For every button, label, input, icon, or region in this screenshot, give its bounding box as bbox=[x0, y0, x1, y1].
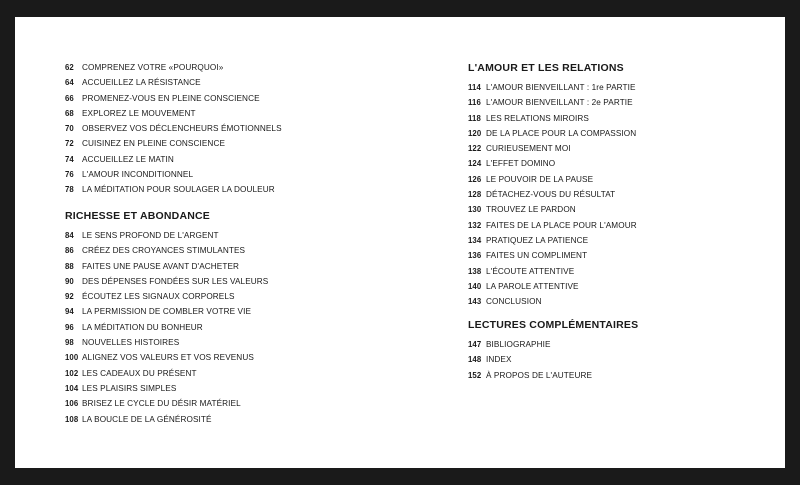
toc-entry bbox=[65, 304, 268, 319]
toc-entry-title: LE POUVOIR DE LA PAUSE bbox=[486, 174, 594, 184]
toc-entry-title: INDEX bbox=[486, 355, 512, 365]
toc-entry-title: LA BOUCLE DE LA GÉNÉROSITÉ bbox=[82, 414, 212, 424]
toc-entry-title: PRATIQUEZ LA PATIENCE bbox=[486, 235, 589, 245]
toc-entry bbox=[468, 95, 637, 110]
toc-entry bbox=[468, 111, 637, 126]
toc-page-number: 120 bbox=[468, 128, 482, 138]
toc-entry-title: ACCUEILLEZ LE MATIN bbox=[82, 154, 174, 164]
toc-entry bbox=[65, 289, 268, 304]
toc-entry bbox=[65, 396, 268, 411]
toc-entry bbox=[468, 337, 638, 352]
toc-page-number: 76 bbox=[65, 170, 74, 180]
toc-entry bbox=[468, 126, 637, 141]
toc-entry bbox=[468, 141, 637, 156]
toc-entry-title: L'AMOUR BIENVEILLANT : 2e PARTIE bbox=[486, 98, 633, 108]
toc-entry bbox=[65, 106, 282, 121]
toc-entry-title: L'EFFET DOMINO bbox=[486, 159, 556, 169]
toc-entry-title: COMPRENEZ VOTRE «POURQUOI» bbox=[82, 63, 224, 72]
toc-entry bbox=[468, 248, 637, 263]
toc-page-number: 106 bbox=[65, 399, 79, 409]
toc-page-number: 74 bbox=[65, 154, 74, 164]
toc-entry-title: ÉCOUTEZ LES SIGNAUX CORPORELS bbox=[82, 292, 235, 302]
toc-page-number: 90 bbox=[65, 276, 74, 286]
toc-entries bbox=[468, 80, 637, 309]
toc-page-number: 128 bbox=[468, 190, 482, 200]
toc-entry bbox=[65, 60, 282, 75]
toc-entry-title: L'AMOUR INCONDITIONNEL bbox=[82, 170, 194, 180]
toc-entry bbox=[468, 368, 638, 383]
toc-entry bbox=[468, 264, 637, 279]
toc-entry-title: LES RELATIONS MIROIRS bbox=[486, 113, 589, 123]
toc-page-number: 64 bbox=[65, 78, 74, 88]
toc-page-number: 148 bbox=[468, 355, 482, 365]
toc-entry-title: LA MÉDITATION POUR SOULAGER LA DOULEUR bbox=[82, 185, 275, 195]
toc-page-number: 143 bbox=[468, 297, 482, 307]
toc-entry-title: CRÉEZ DES CROYANCES STIMULANTES bbox=[82, 246, 246, 256]
toc-page-number: 72 bbox=[65, 139, 74, 149]
toc-entry bbox=[65, 243, 268, 258]
toc-entry-title: DE LA PLACE POUR LA COMPASSION bbox=[486, 128, 637, 138]
toc-page-number: 104 bbox=[65, 383, 79, 393]
toc-page-number: 108 bbox=[65, 414, 79, 424]
toc-entry bbox=[65, 274, 268, 289]
toc-page-number: 66 bbox=[65, 93, 74, 103]
toc-entry bbox=[468, 352, 638, 367]
toc-page-number: 124 bbox=[468, 159, 482, 169]
toc-entry-title: BRISEZ LE CYCLE DU DÉSIR MATÉRIEL bbox=[82, 399, 241, 409]
toc-entry bbox=[65, 320, 268, 335]
toc-entry-title: L'AMOUR BIENVEILLANT : 1re PARTIE bbox=[486, 83, 636, 92]
toc-page-number: 126 bbox=[468, 174, 482, 184]
toc-section-heading: L'AMOUR ET LES RELATIONS bbox=[468, 62, 624, 74]
toc-entry bbox=[65, 381, 268, 396]
toc-page-number: 134 bbox=[468, 235, 482, 245]
toc-entries bbox=[468, 337, 638, 383]
toc-entry-title: LE SENS PROFOND DE L'ARGENT bbox=[82, 231, 219, 240]
toc-entries bbox=[65, 60, 282, 198]
toc-entry-title: LA PERMISSION DE COMBLER VOTRE VIE bbox=[82, 307, 252, 317]
toc-entries bbox=[65, 228, 268, 427]
toc-entry bbox=[468, 218, 637, 233]
toc-entry-title: À PROPOS DE L'AUTEURE bbox=[486, 370, 593, 380]
toc-entry-title: ACCUEILLEZ LA RÉSISTANCE bbox=[82, 78, 201, 88]
toc-entry bbox=[65, 350, 268, 365]
toc-page-number: 94 bbox=[65, 307, 74, 317]
toc-entry bbox=[468, 187, 637, 202]
toc-entry-title: CURIEUSEMENT MOI bbox=[486, 144, 571, 154]
toc-page-number: 68 bbox=[65, 108, 74, 118]
toc-page-number: 114 bbox=[468, 83, 481, 92]
toc-entry bbox=[65, 182, 282, 197]
toc-entry-title: FAITES UNE PAUSE AVANT D'ACHETER bbox=[82, 261, 240, 271]
toc-page-number: 118 bbox=[468, 113, 481, 123]
toc-entry-title: FAITES DE LA PLACE POUR L'AMOUR bbox=[486, 220, 637, 230]
toc-entry-title: BIBLIOGRAPHIE bbox=[486, 340, 551, 349]
toc-page-number: 96 bbox=[65, 322, 74, 332]
toc-page-number: 147 bbox=[468, 340, 482, 349]
toc-entry bbox=[65, 121, 282, 136]
toc-page-number: 130 bbox=[468, 205, 482, 215]
toc-page-number: 122 bbox=[468, 144, 482, 154]
toc-entry-title: DÉTACHEZ-VOUS DU RÉSULTAT bbox=[486, 190, 616, 200]
toc-entry-title: ALIGNEZ VOS VALEURS ET VOS REVENUS bbox=[82, 353, 254, 363]
toc-page-number: 140 bbox=[468, 281, 482, 291]
toc-page-number: 86 bbox=[65, 246, 74, 256]
toc-page-number: 62 bbox=[65, 63, 74, 72]
toc-entry-title: LES PLAISIRS SIMPLES bbox=[82, 383, 177, 393]
toc-page-number: 116 bbox=[468, 98, 481, 108]
toc-page-number: 138 bbox=[468, 266, 482, 276]
toc-page-number: 136 bbox=[468, 251, 482, 261]
toc-entry-title: DES DÉPENSES FONDÉES SUR LES VALEURS bbox=[82, 276, 269, 286]
toc-page-number: 92 bbox=[65, 292, 74, 302]
toc-entry bbox=[65, 412, 268, 427]
toc-entry bbox=[65, 259, 268, 274]
toc-page-number: 88 bbox=[65, 261, 74, 271]
toc-entry-title: LA PAROLE ATTENTIVE bbox=[486, 281, 579, 291]
toc-page-number: 78 bbox=[65, 185, 74, 195]
toc-page-number: 100 bbox=[65, 353, 79, 363]
toc-entry-title: EXPLOREZ LE MOUVEMENT bbox=[82, 108, 196, 118]
toc-section-heading: LECTURES COMPLÉMENTAIRES bbox=[468, 319, 639, 331]
toc-section-heading: RICHESSE ET ABONDANCE bbox=[65, 210, 210, 222]
toc-entry-title: FAITES UN COMPLIMENT bbox=[486, 251, 588, 261]
toc-entry bbox=[65, 75, 282, 90]
toc-entry-title: OBSERVEZ VOS DÉCLENCHEURS ÉMOTIONNELS bbox=[82, 124, 282, 134]
toc-page-number: 84 bbox=[65, 231, 74, 240]
toc-entry-title: PROMENEZ-VOUS EN PLEINE CONSCIENCE bbox=[82, 93, 260, 103]
toc-entry bbox=[468, 172, 637, 187]
toc-page-number: 132 bbox=[468, 220, 482, 230]
toc-entry bbox=[468, 202, 637, 217]
toc-entry bbox=[468, 80, 637, 95]
toc-page-number: 102 bbox=[65, 368, 79, 378]
toc-entry-title: L'ÉCOUTE ATTENTIVE bbox=[486, 266, 575, 276]
toc-page-number: 70 bbox=[65, 124, 74, 134]
toc-section bbox=[468, 62, 637, 309]
toc-page-number: 98 bbox=[65, 338, 74, 348]
toc-section bbox=[468, 319, 638, 383]
toc-entry bbox=[65, 167, 282, 182]
toc-entry-title: LA MÉDITATION DU BONHEUR bbox=[82, 322, 203, 332]
toc-entry bbox=[468, 156, 637, 171]
book-spread bbox=[15, 17, 785, 468]
toc-entry-title: CONCLUSION bbox=[486, 297, 542, 307]
toc-section bbox=[65, 210, 268, 427]
toc-section bbox=[65, 60, 282, 198]
toc-entry bbox=[65, 335, 268, 350]
toc-entry bbox=[468, 294, 637, 309]
toc-page-number: 152 bbox=[468, 370, 482, 380]
toc-entry bbox=[468, 279, 637, 294]
toc-entry-title: CUISINEZ EN PLEINE CONSCIENCE bbox=[82, 139, 226, 149]
toc-entry-title: NOUVELLES HISTOIRES bbox=[82, 338, 180, 348]
toc-entry bbox=[65, 136, 282, 151]
toc-entry bbox=[468, 233, 637, 248]
toc-entry bbox=[65, 91, 282, 106]
toc-entry bbox=[65, 366, 268, 381]
toc-entry-title: TROUVEZ LE PARDON bbox=[486, 205, 576, 215]
toc-entry-title: LES CADEAUX DU PRÉSENT bbox=[82, 368, 197, 378]
toc-entry bbox=[65, 228, 268, 243]
toc-entry bbox=[65, 152, 282, 167]
